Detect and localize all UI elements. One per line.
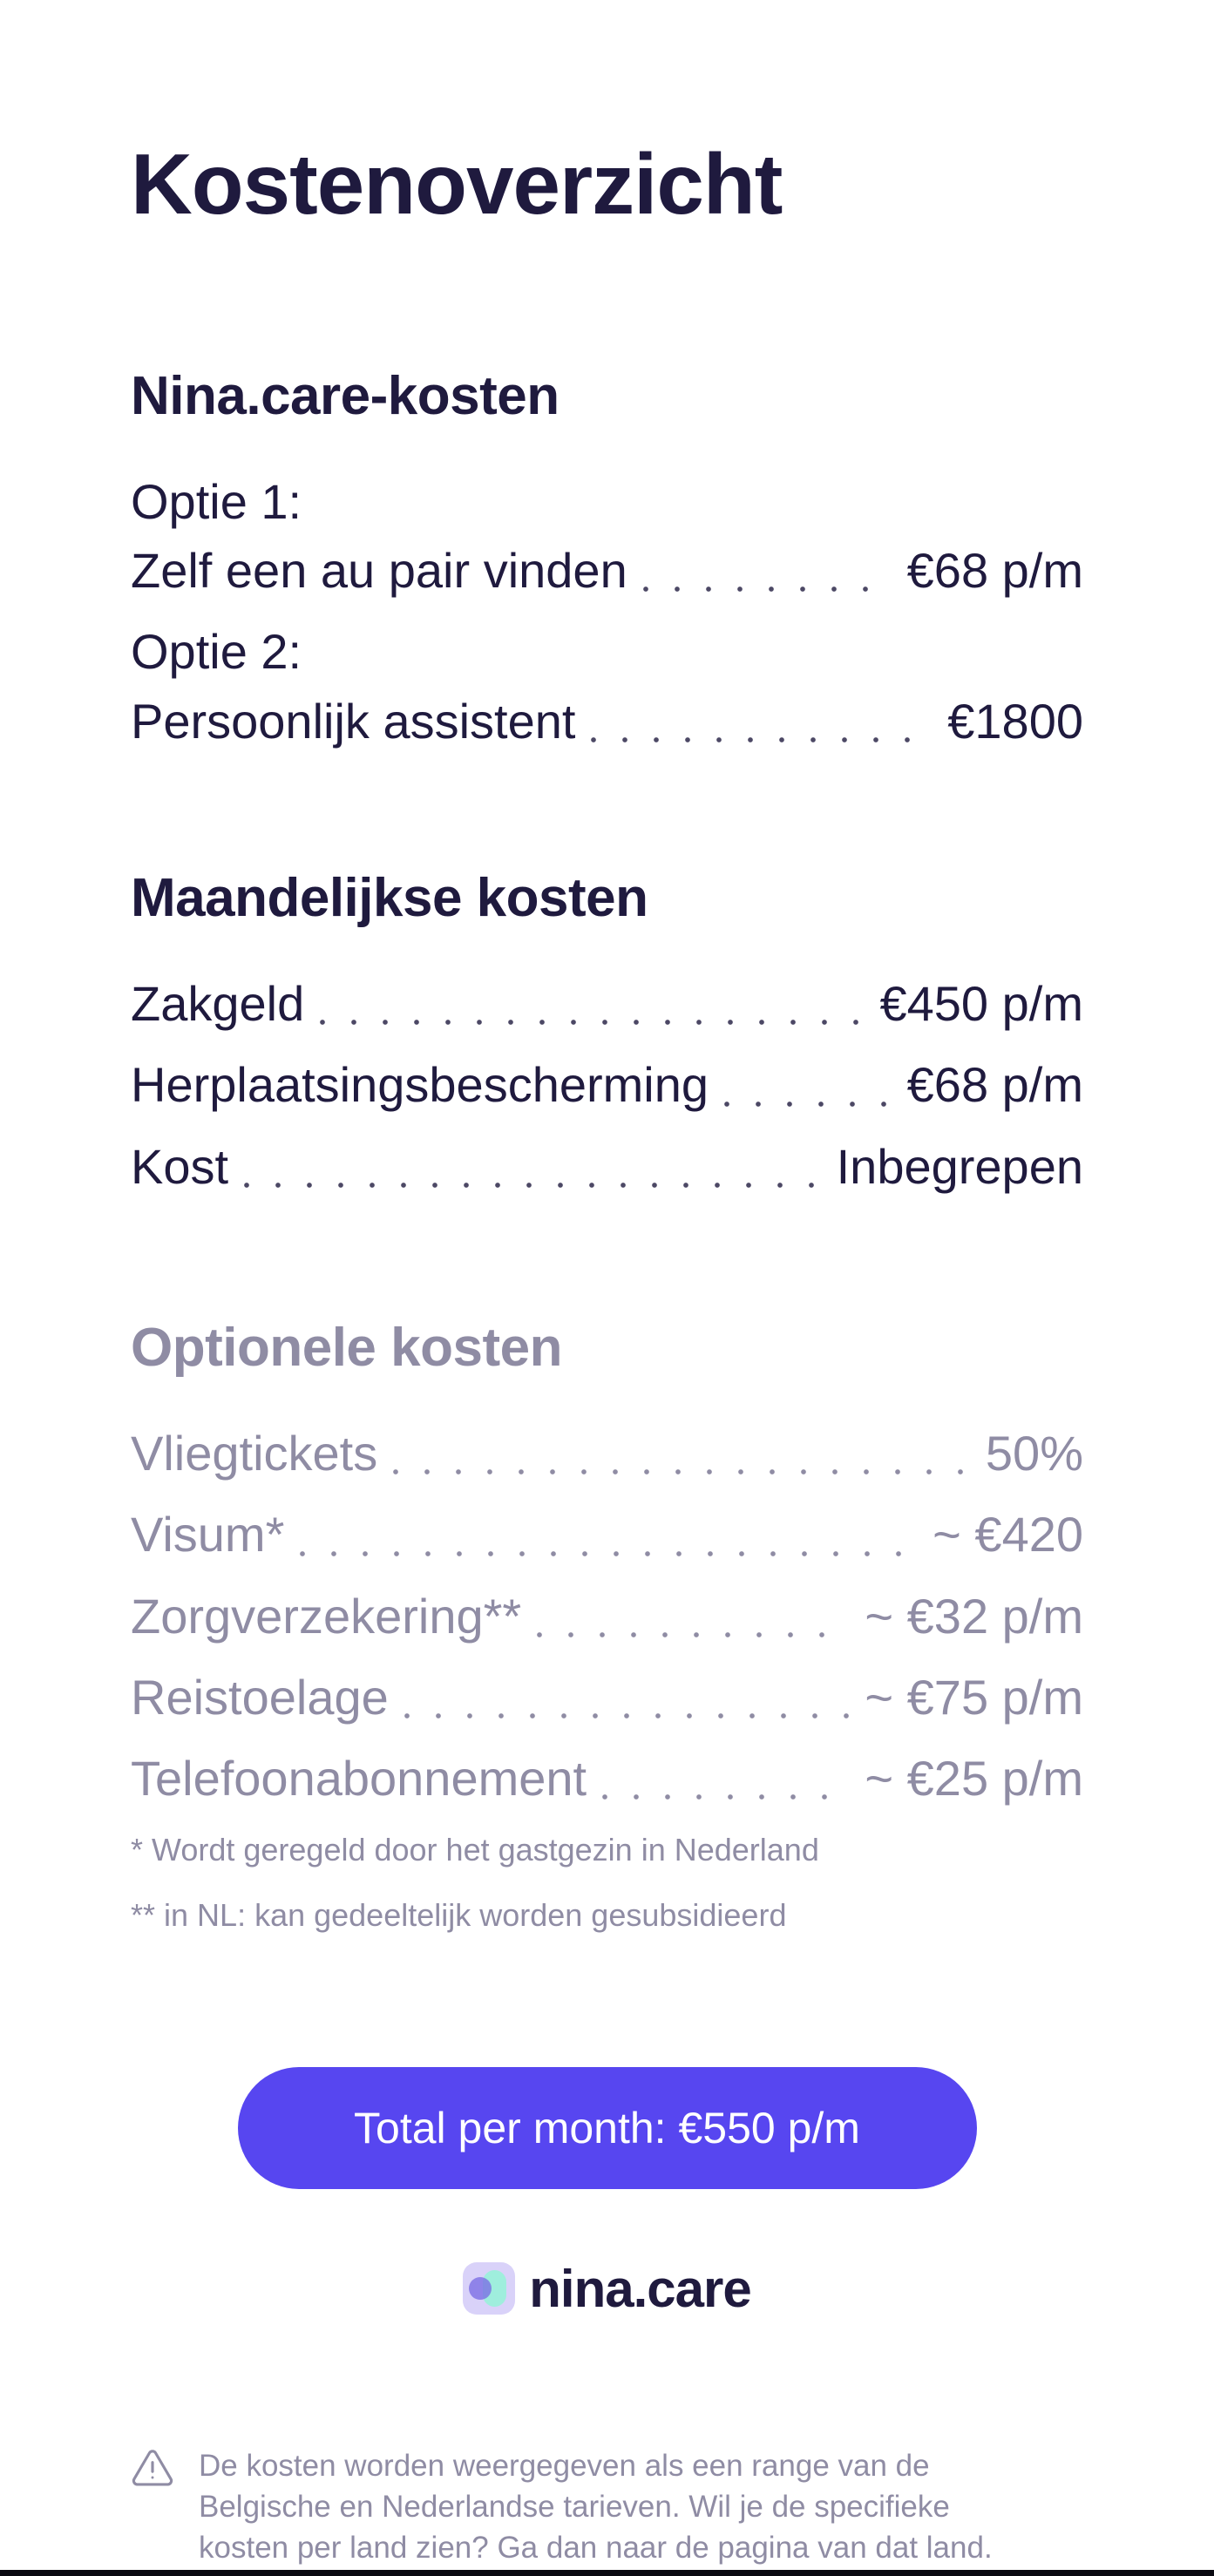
footnote-visum: * Wordt geregeld door het gastgezin in Nederland <box>131 1832 819 1868</box>
cost-row-kost <box>131 1137 1083 1196</box>
cost-value: ~ €420 <box>933 1507 1083 1563</box>
cost-label: Zelf een au pair vinden <box>131 543 627 599</box>
cost-value: €1800 <box>947 693 1083 749</box>
cost-label: Herplaatsingsbescherming <box>131 1057 709 1113</box>
dotted-leader <box>244 1183 821 1188</box>
cost-row-option-1 <box>131 541 1083 600</box>
dotted-leader <box>724 1102 892 1107</box>
footnote-zorgverzekering: ** in NL: kan gedeeltelijk worden gesubsidieerd <box>131 1896 787 1933</box>
cost-row-zorgverzekering <box>131 1587 1083 1645</box>
cost-label: Kost <box>131 1138 229 1194</box>
dotted-leader <box>643 586 892 592</box>
dotted-leader <box>602 1794 849 1800</box>
cost-value: ~ €75 p/m <box>865 1669 1083 1725</box>
cost-value: €68 p/m <box>906 543 1083 599</box>
cost-label: Vliegtickets <box>131 1426 378 1481</box>
footer-line: kosten per land zien? Ga dan naar de pagina van dat land. <box>199 2530 993 2565</box>
cost-label: Persoonlijk assistent <box>131 693 576 749</box>
cost-row-vliegtickets <box>131 1424 1083 1482</box>
option-2-label: Optie 2: <box>131 624 302 680</box>
footer-notice-text <box>199 2445 993 2568</box>
cost-value: ~ €25 p/m <box>865 1750 1083 1806</box>
cost-label: Reistoelage <box>131 1669 389 1725</box>
dotted-leader <box>404 1713 850 1718</box>
section-heading-ninacare: Nina.care-kosten <box>131 365 560 426</box>
cost-value: Inbegrepen <box>836 1138 1083 1194</box>
cost-value: €450 p/m <box>879 976 1083 1032</box>
section-maandelijkse-kosten <box>131 866 1083 1196</box>
cost-row-telefoonabonnement <box>131 1749 1083 1807</box>
bottom-edge-bar <box>0 2570 1214 2576</box>
warning-triangle-icon <box>131 2449 174 2489</box>
dotted-leader <box>300 1551 917 1556</box>
dotted-leader <box>591 737 932 742</box>
logo-text: nina.care <box>529 2259 751 2318</box>
section-optionele-kosten <box>131 1316 1083 1936</box>
cost-label: Zakgeld <box>131 976 305 1032</box>
cost-row-reistoelage <box>131 1668 1083 1726</box>
cost-value: €68 p/m <box>906 1057 1083 1113</box>
cost-row-zakgeld <box>131 974 1083 1033</box>
nina-care-logo <box>131 2259 1083 2319</box>
cost-label: Zorgverzekering** <box>131 1588 522 1644</box>
section-ninacare-kosten <box>131 364 1083 750</box>
cost-value: 50% <box>985 1426 1083 1481</box>
dotted-leader <box>320 1020 864 1025</box>
cost-label: Telefoonabonnement <box>131 1750 587 1806</box>
section-heading-optional: Optionele kosten <box>131 1317 562 1378</box>
cost-row-visum <box>131 1505 1083 1563</box>
nina-care-logo-mark-icon <box>463 2262 515 2315</box>
cost-label: Visum* <box>131 1507 285 1563</box>
cost-row-option-2 <box>131 692 1083 750</box>
cost-value: ~ €32 p/m <box>865 1588 1083 1644</box>
dotted-leader <box>393 1469 970 1474</box>
footer-notice <box>131 2445 1083 2568</box>
section-heading-monthly: Maandelijkse kosten <box>131 867 648 928</box>
page-title: Kostenoverzicht <box>131 136 783 232</box>
dotted-leader <box>537 1632 849 1637</box>
total-per-month-button[interactable]: Total per month: €550 p/m <box>238 2067 977 2189</box>
option-1-label: Optie 1: <box>131 474 302 530</box>
footer-line: De kosten worden weergegeven als een range van de <box>199 2448 930 2483</box>
footer-line: Belgische en Nederlandse tarieven. Wil je de specifieke <box>199 2489 950 2524</box>
cost-row-herplaatsingsbescherming <box>131 1055 1083 1114</box>
